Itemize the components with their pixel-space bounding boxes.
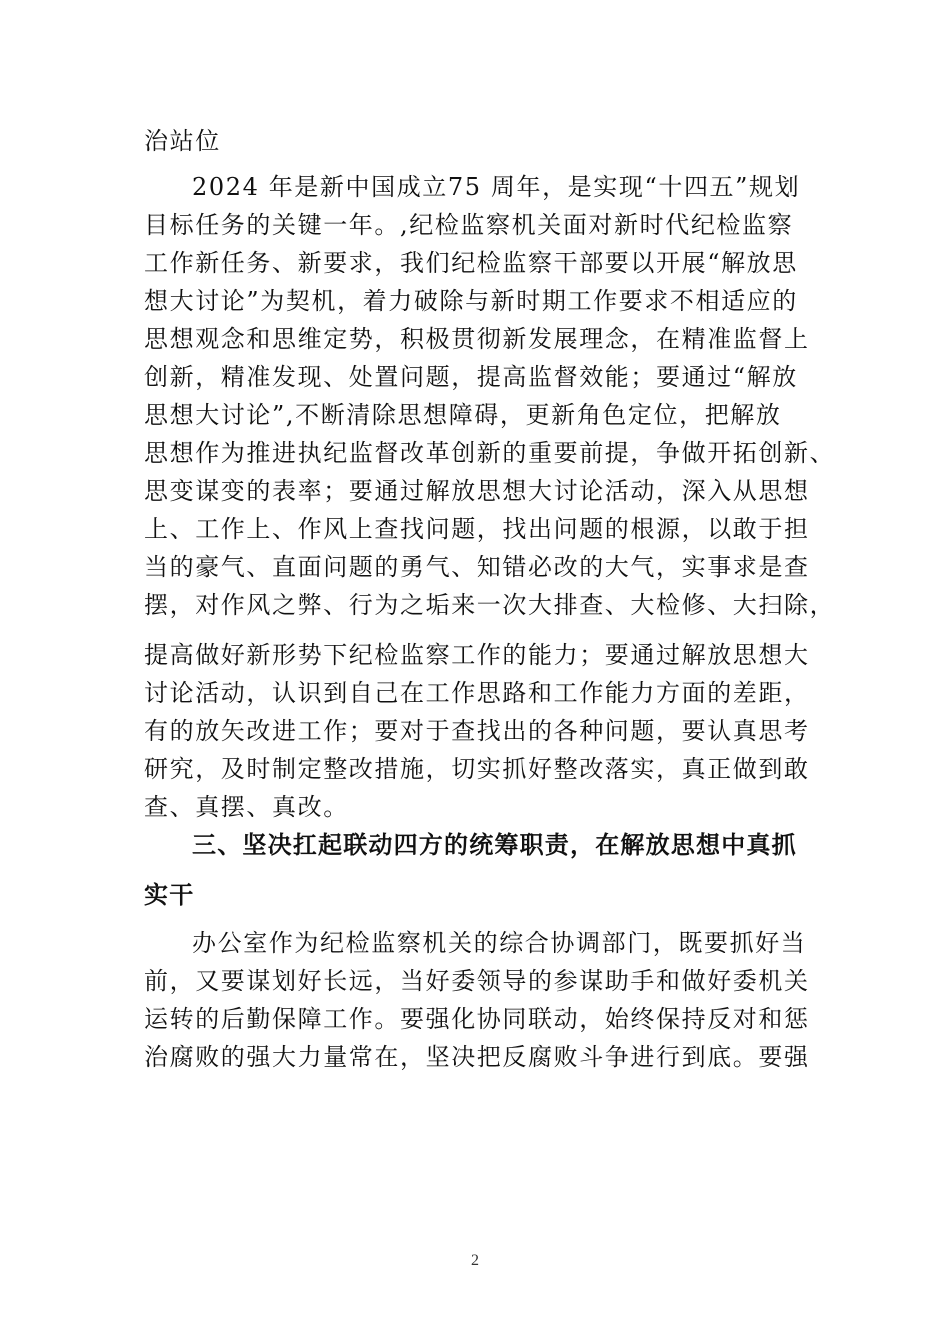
paragraph-line: 治站位 — [144, 127, 221, 155]
paragraph-line: 有的放矢改进工作；要对于查找出的各种问题，要认真思考 — [144, 717, 810, 745]
paragraph-line: 研究，及时制定整改措施，切实抓好整改落实，真正做到敢 — [144, 755, 810, 783]
paragraph-line: 想大讨论”为契机，着力破除与新时期工作要求不相适应的 — [144, 287, 798, 315]
paragraph-line: 讨论活动，认识到自己在工作思路和工作能力方面的差距， — [144, 679, 810, 707]
paragraph-line: 查、真摆、真改。 — [144, 793, 349, 821]
paragraph-line: 运转的后勤保障工作。要强化协同联动，始终保持反对和惩 — [144, 1005, 810, 1033]
paragraph-line: 上、工作上、作风上查找问题，找出问题的根源，以敢于担 — [144, 515, 810, 543]
paragraph-line: 创新，精准发现、处置问题，提高监督效能；要通过“解放 — [144, 363, 798, 391]
paragraph-line: 治腐败的强大力量常在，坚决把反腐败斗争进行到底。要强 — [144, 1043, 810, 1071]
paragraph-line: 当的豪气、直面问题的勇气、知错必改的大气，实事求是查 — [144, 553, 810, 581]
section-heading-line: 三、坚决扛起联动四方的统筹职责，在解放思想中真抓 — [192, 831, 797, 859]
paragraph-line: 办公室作为纪检监察机关的综合协调部门，既要抓好当 — [192, 929, 807, 957]
paragraph-line: 2024 年是新中国成立75 周年，是实现“十四五”规划 — [192, 173, 801, 201]
paragraph-line: 工作新任务、新要求，我们纪检监察干部要以开展“解放思 — [144, 249, 798, 277]
paragraph-line: 目标任务的关键一年。,纪检监察机关面对新时代纪检监察 — [144, 211, 794, 239]
paragraph-line: 思变谋变的表率；要通过解放思想大讨论活动，深入从思想 — [144, 477, 810, 505]
page-number: 2 — [471, 1252, 479, 1269]
paragraph-line: 提高做好新形势下纪检监察工作的能力；要通过解放思想大 — [144, 641, 810, 669]
paragraph-line: 思想观念和思维定势，积极贯彻新发展理念，在精准监督上 — [144, 325, 810, 353]
section-heading-line: 实干 — [144, 881, 195, 909]
paragraph-line: 思想大讨论”,不断清除思想障碍，更新角色定位，把解放 — [144, 401, 782, 429]
paragraph-line: 前，又要谋划好长远，当好委领导的参谋助手和做好委机关 — [144, 967, 810, 995]
paragraph-line: 思想作为推进执纪监督改革创新的重要前提，争做开拓创新、 — [144, 439, 836, 467]
paragraph-line: 摆，对作风之弊、行为之垢来一次大排查、大检修、大扫除， — [144, 591, 836, 619]
